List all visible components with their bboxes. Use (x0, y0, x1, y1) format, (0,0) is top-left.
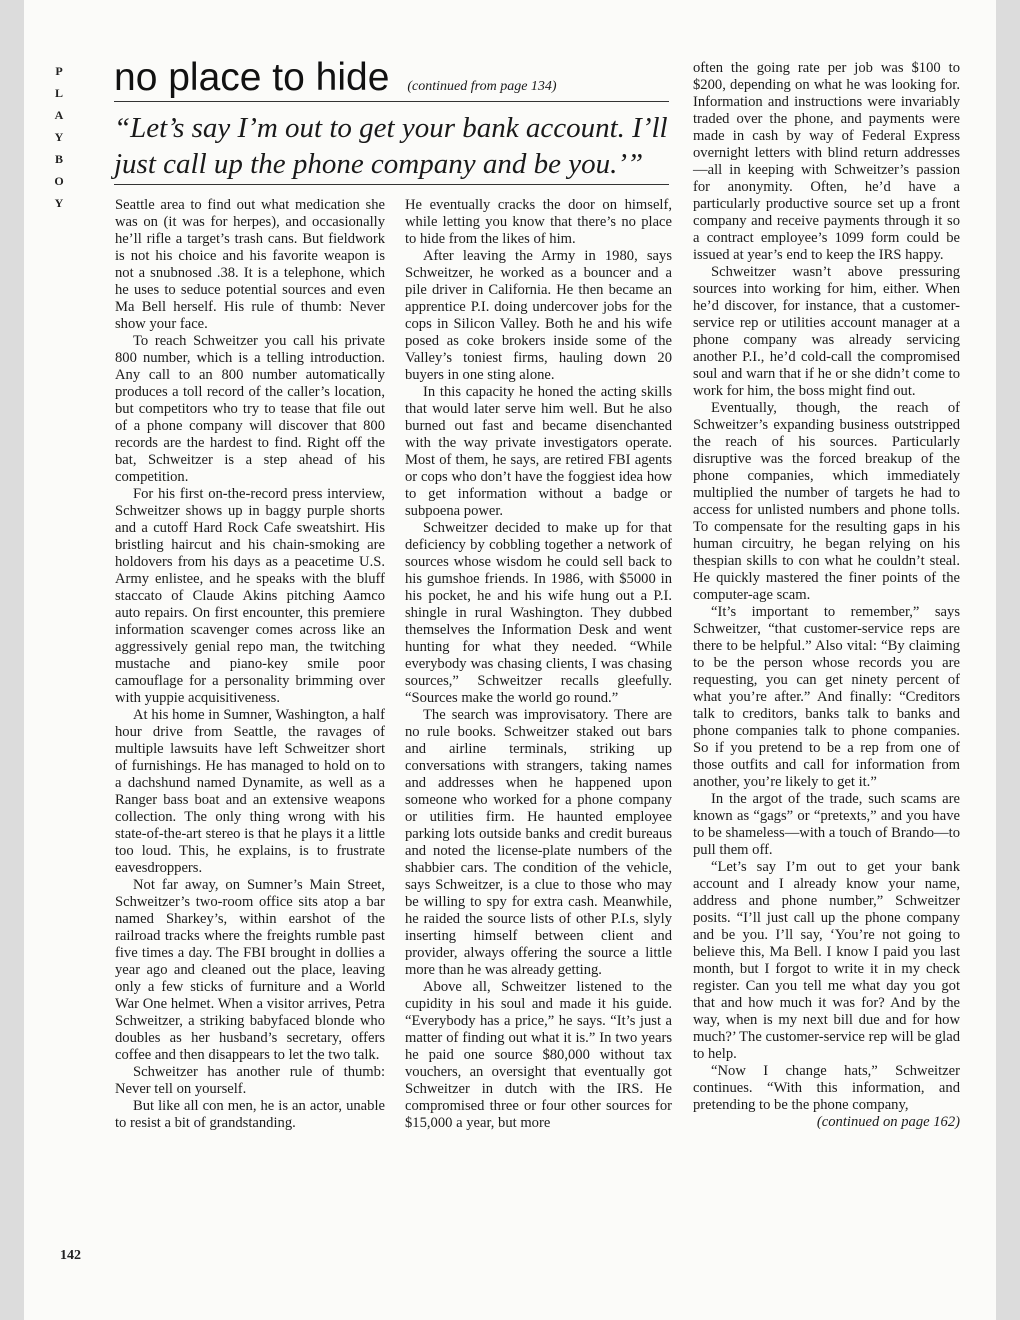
pull-quote-rule (114, 184, 669, 185)
magazine-letter: A (54, 108, 64, 122)
pull-quote: “Let’s say I’m out to get your bank account. I’ll just call up the phone company and be you.’” (114, 112, 668, 180)
paragraph: Schweitzer has another rule of thumb: Never tell on yourself. (115, 1064, 385, 1097)
paragraph: Schweitzer decided to make up for that deficiency by cobbling together a network of sources whose wisdom he could sell back to his gumshoe friends. In 1986, with $5000 in his pocket, he and his wife hung out a P.I. shingle in rural Washington. They dubbed themselves the Information Desk and went hunting for what they needed. “While everybody was chasing clients, I was chasing sources,” Schweitzer recalls gleefully. “Sources make the world go round.” (405, 520, 672, 706)
paragraph: Seattle area to find out what medication she was on (it was for herpes), and occasionally he’ll rifle a target’s trash cans. But fieldwork is not his choice and his favorite weapon is not a snubnosed .38. It is a telephone, which he uses to seduce potential sources and even Ma Bell herself. His rule of thumb: Never show your face. (115, 197, 385, 332)
paragraph: In this capacity he honed the acting skills that would later serve him well. But he also burned out fast and became disenchanted with the way private investigators operate. Most of them, he says, are retired FBI agents or cops who don’t have the foggiest idea how to get information without a badge or subpoena power. (405, 384, 672, 519)
paragraph: To reach Schweitzer you call his private 800 number, which is a telling introduction. Any call to an 800 number automatically produces a toll record of the caller’s location, but competitors who try to tease that file out of a phone company will discover that 800 records are the hardest to find. Right off the bat, Schweitzer is a step ahead of his competition. (115, 333, 385, 485)
paragraph: The search was improvisatory. There are no rule books. Schweitzer staked out bars and airline terminals, striking up conversations with strangers, taking names and addresses when he happened upon someone who worked for a phone company or utilities firm. He haunted employee parking lots outside banks and credit bureaus and noted the license-plate numbers of the shabbier cars. The condition of the vehicle, says Schweitzer, is a clue to those who may be willing to spy for extra cash. Meanwhile, he raided the source lists of other P.I.s, slyly inserting himself between client and provider, always offering the source a little more than he was already getting. (405, 707, 672, 978)
magazine-letter: L (54, 86, 63, 100)
paragraph: “It’s important to remember,” says Schweitzer, “that customer-service reps are there to be helpful.” Also vital: “By claiming to be the person whose records you are requesting, you can get ninety percent of what you’re after.” And finally: “Creditors talk to creditors, banks talk to banks and phone companies talk to phone companies. So if you pretend to be a rep from one of those outfits and call for information from another, you’re likely to get it.” (693, 604, 960, 790)
article-header (114, 56, 669, 100)
column-1 (115, 197, 385, 1132)
column-2 (405, 197, 672, 1132)
column-3 (693, 60, 960, 1131)
magazine-page (24, 0, 996, 1320)
paragraph: At his home in Sumner, Washington, a half hour drive from Seattle, the ravages of multiple lawsuits have left Schweitzer short of furnishings. He has managed to hold on to a dachshund named Dynamite, as well as a Ranger bass boat and an extensive weapons collection. The only thing wrong with his state-of-the-art stereo is that he plays it a little too loud. This, he explains, is to frustrate eavesdroppers. (115, 707, 385, 876)
paragraph: For his first on-the-record press interview, Schweitzer shows up in baggy purple shorts and a cutoff Hard Rock Cafe sweatshirt. His bristling haircut and his chain-smoking are holdovers from his days as a peacetime U.S. Army enlistee, and he speaks with the bluff staccato of Claude Akins pitching Aamco auto repairs. On first encounter, this premiere information scavenger comes across like an aggressively genial repo man, the twitching mustache and piano-key smile poor camouflage for a personality brimming over with yuppie acquisitiveness. (115, 486, 385, 706)
magazine-letter: B (54, 152, 63, 166)
paragraph: He eventually cracks the door on himself, while letting you know that there’s no place to hide from the likes of him. (405, 197, 672, 247)
paragraph: Schweitzer wasn’t above pressuring sources into working for him, either. When he’d discover, for instance, that a customer-service rep or utilities account manager at a phone company was already servicing another P.I., he’d cold-call the compromised soul and warn that if he or she didn’t come to work for him, the boss might find out. (693, 264, 960, 399)
magazine-letter: O (54, 174, 64, 188)
paragraph: After leaving the Army in 1980, says Schweitzer, he worked as a bouncer and a pile driver in California. He then became an apprentice P.I. doing undercover jobs for the cops in Silicon Valley. Both he and his wife posed as coke brokers inside some of the Valley’s toniest firms, hauling down 20 buyers in one sting alone. (405, 248, 672, 383)
magazine-name-vertical (52, 60, 66, 214)
continued-on: (continued on page 162) (816, 1114, 960, 1130)
paragraph: But like all con men, he is an actor, unable to resist a bit of grandstanding. (115, 1098, 385, 1131)
page-number: 142 (60, 1248, 81, 1263)
header-rule (114, 101, 669, 102)
paragraph: In the argot of the trade, such scams are known as “gags” or “pretexts,” and you have to be shameless—with a touch of Brando—to pull them off. (693, 791, 960, 858)
paragraph: often the going rate per job was $100 to $200, depending on what he was looking for. Information and instructions were invariably traded over the phone, and payments were made in cash by way of Federal Express overnight letters with blind return addresses—all in keeping with Schweitzer’s passion for anonymity. Often, he’d have a particularly productive source set up a front company and receive payments through it so a contract employee’s 1099 form could be issued at year’s end to keep the IRS happy. (693, 60, 960, 263)
article-title: no place to hide (114, 56, 390, 99)
magazine-letter: P (55, 64, 63, 78)
paragraph: Above all, Schweitzer listened to the cupidity in his soul and made it his guide. “Everybody has a price,” he says. “It’s just a matter of finding out what it is.” In two years he paid one source $80,000 without tax vouchers, an oversight that eventually got Schweitzer in dutch with the IRS. He compromised three or four other sources for $15,000 a year, but more (405, 979, 672, 1131)
continued-from: (continued from page 134) (407, 79, 557, 94)
paragraph: Not far away, on Sumner’s Main Street, Schweitzer’s two-room office sits atop a bar named Sharkey’s, within earshot of the railroad tracks where the freights rumble past five times a day. The FBI brought in dollies a year ago and cleaned out the place, leaving only a few sticks of furniture and a World War One helmet. When a visitor arrives, Petra Schweitzer, a striking babyfaced blonde who doubles as her husband’s secretary, offers coffee and then disappears to let the two talk. (115, 877, 385, 1063)
paragraph: “Now I change hats,” Schweitzer continues. “With this information, and pretending to be the phone company, (693, 1063, 960, 1113)
paragraph: Eventually, though, the reach of Schweitzer’s expanding business outstripped the reach of his sources. Particularly disruptive was the forced breakup of the phone companies, which immediately multiplied the number of targets he had to access for unlisted numbers and phone tolls. To compensate for the resulting gaps in his human circuitry, he began relying on his thespian skills to con what he couldn’t steal. He quickly mastered the finer points of the computer-age scam. (693, 400, 960, 603)
magazine-letter: Y (54, 130, 64, 144)
paragraph: “Let’s say I’m out to get your bank account and I already know your name, address and phone number,” Schweitzer posits. “I’ll just call up the phone company and be you. I’ll say, ‘You’re not going to believe this, Ma Bell. I know I paid you last month, but I forgot to write it in my check register. Can you tell me what day you got that and how much it was for? And by the way, when is my next bill due and for how much?’ The customer-service rep will be glad to help. (693, 859, 960, 1062)
magazine-letter: Y (54, 196, 64, 210)
